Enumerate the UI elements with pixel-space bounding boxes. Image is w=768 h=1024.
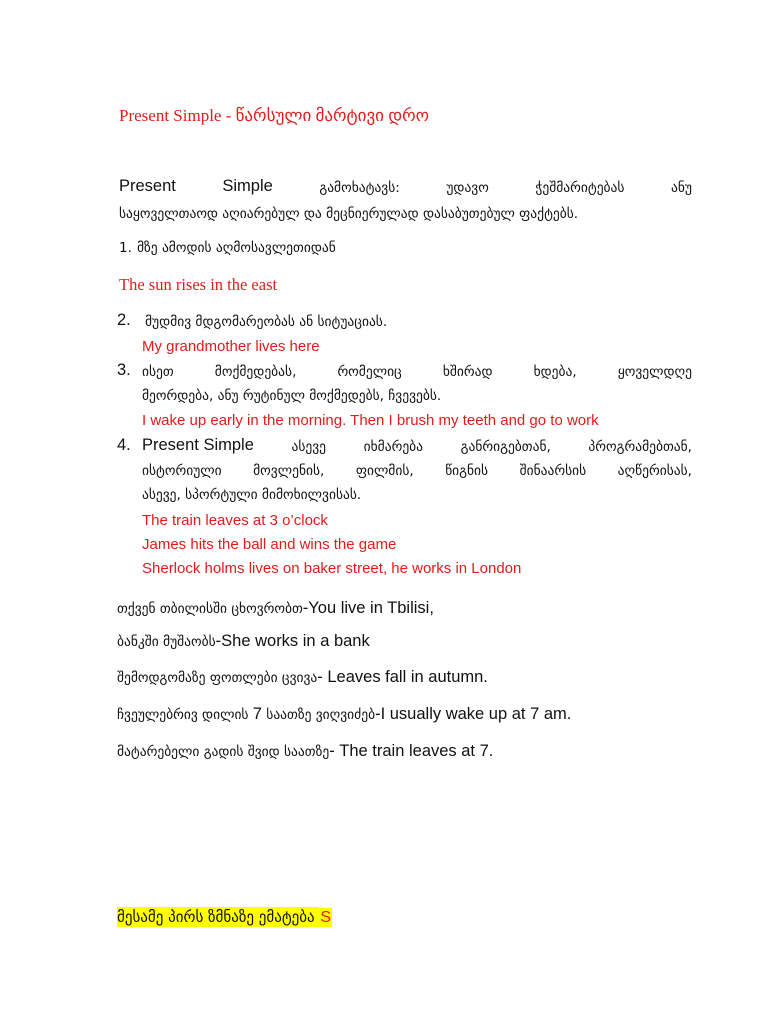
word: იხმარება [363, 439, 424, 455]
separator: - [375, 705, 381, 723]
georgian-text: საათზე ვიღვიძებ [261, 707, 376, 723]
list-item-text: მეორდება, ანუ რუტინულ მოქმედებს, ჩვევებს. [142, 388, 442, 404]
word: პროგრამებთან, [588, 439, 692, 455]
word: ყოველდღე [617, 364, 692, 380]
example-sentence: The train leaves at 3 o’clock [142, 512, 328, 529]
example-pair [117, 741, 493, 761]
word: წიგნის [445, 463, 489, 479]
word: განრიგებთან, [460, 439, 551, 455]
example-sentence: James hits the ball and wins the game [142, 536, 397, 553]
word: მოვლენის, [253, 463, 325, 479]
english-text: Leaves fall in autumn. [327, 668, 488, 686]
example-sentence: The sun rises in the east [119, 275, 278, 294]
number-text: 7 [252, 705, 262, 723]
word: აღწერისას, [617, 463, 692, 479]
word: რომელიც [337, 364, 402, 380]
word: ისეთ [142, 364, 174, 380]
example-sentence: Sherlock holms lives on baker street, he works in London [142, 560, 522, 577]
list-item-number: 3. [117, 361, 131, 379]
intro-word: გამოხატავს: [319, 180, 400, 196]
list-item-number: 1. [119, 240, 132, 256]
word: ისტორიული [142, 463, 222, 479]
georgian-text: მატარებელი გადის შვიდ საათზე [117, 744, 330, 760]
list-item-text: ასევე, სპორტული მიმოხილვისას. [142, 487, 362, 503]
english-text: I usually wake up at 7 am. [380, 705, 572, 723]
example-sentence: My grandmother lives here [142, 338, 320, 355]
georgian-text: ბანკში მუშაობს [117, 634, 216, 650]
highlighted-letter: S [320, 909, 332, 926]
intro-word: ჭეშმარიტებას [535, 180, 625, 196]
highlighted-note [117, 907, 332, 927]
list-item-number: 4. [117, 436, 131, 454]
georgian-text: შემოდგომაზე ფოთლები ცვივა [117, 670, 318, 686]
item-3-line-1 [142, 364, 692, 380]
word: ასევე [291, 439, 327, 455]
highlighted-text: მესამე პირს ზმნაზე ემატება [117, 908, 320, 926]
separator: - [302, 599, 309, 617]
item-4-line-1 [142, 436, 692, 455]
intro-line-2: საყოველთაოდ აღიარებულ და მეცნიერულად დასაბუთებულ ფაქტებს. [119, 206, 579, 222]
intro-term-2: Simple [222, 177, 273, 195]
example-sentence: I wake up early in the morning. Then I brush my teeth and go to work [142, 412, 599, 429]
list-item-text: მუდმივ მდგომარეობას ან სიტუაციას. [145, 314, 388, 330]
georgian-text: ჩვეულებრივ დილის [117, 707, 253, 723]
intro-term: Present [119, 177, 176, 195]
word: მოქმედებას, [214, 364, 297, 380]
intro-word: ანუ [670, 180, 692, 196]
intro-word: უდავო [446, 180, 489, 196]
word: ხშირად [442, 364, 493, 380]
word: ხდება, [533, 364, 577, 380]
english-text: You live in Tbilisi, [308, 599, 434, 617]
intro-line-1 [119, 177, 692, 196]
item-4-line-2 [142, 463, 692, 479]
english-text: The train leaves at 7. [339, 742, 494, 760]
list-item-text: მზე ამოდის აღმოსავლეთიდან [137, 240, 336, 256]
separator: - [215, 632, 222, 650]
list-item-number: 2. [117, 311, 131, 329]
example-pair [117, 631, 370, 651]
page-title: Present Simple - წარსული მარტივი დრო [119, 106, 430, 125]
word: ფილმის, [355, 463, 414, 479]
example-pair [117, 667, 488, 687]
example-pair [117, 598, 434, 618]
example-pair [117, 704, 571, 724]
word: შინაარსის [519, 463, 587, 479]
english-text: She works in a bank [221, 632, 370, 650]
separator: - [317, 668, 328, 686]
separator: - [329, 742, 340, 760]
georgian-text: თქვენ თბილისში ცხოვრობთ [117, 601, 303, 617]
item-4-lead: Present Simple [142, 436, 254, 454]
